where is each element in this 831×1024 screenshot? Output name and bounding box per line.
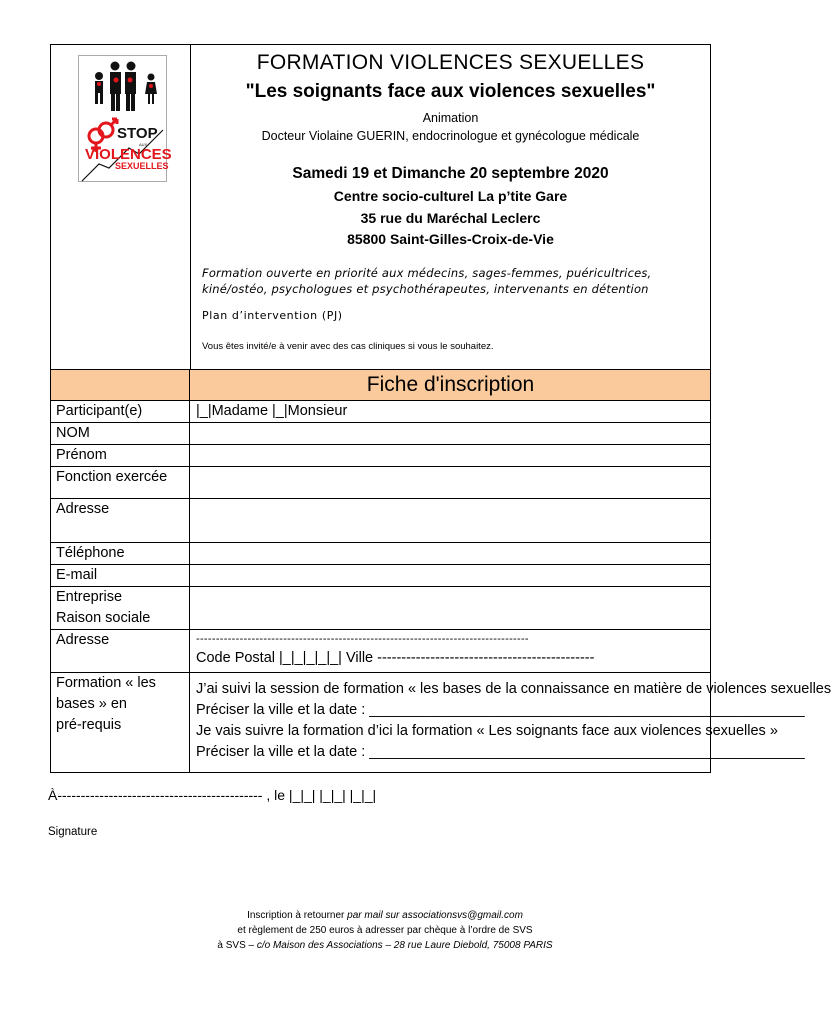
formation-field (191, 673, 831, 772)
entreprise-field[interactable] (191, 587, 710, 629)
raison-sociale-label-line: Raison sociale (56, 610, 151, 626)
form-header (51, 45, 710, 369)
plan-text: Plan d’intervention (PJ) (202, 309, 343, 322)
formation-label-line-2: bases » en (56, 696, 127, 712)
fonction-field[interactable] (191, 467, 710, 498)
nom-label: NOM (51, 423, 190, 444)
telephone-field[interactable] (191, 543, 710, 564)
formation-option-suivre[interactable]: Je vais suivre la formation d’ici la formation « Les soignants face aux violences sexuelles » (196, 723, 778, 739)
doctor-line: Docteur Violaine GUERIN, endocrinologue et gynécologue médicale (261, 129, 640, 143)
footer-line-1 (0, 908, 770, 923)
footer (0, 908, 770, 953)
footer-line-3-plain: à SVS – (217, 940, 257, 951)
logo-column (51, 45, 191, 369)
fonction-label: Fonction exercée (51, 467, 190, 498)
fiche-heading: Fiche d'inscription (366, 373, 535, 396)
fonction-row (51, 466, 710, 498)
adresse-label: Adresse (51, 499, 190, 542)
adresse2-label: Adresse (51, 630, 190, 672)
email-label: E-mail (51, 565, 190, 586)
fiche-heading-left (51, 370, 190, 400)
code-postal-line[interactable]: Code Postal |_|_|_|_|_| Ville --------------------------------------------- (196, 650, 595, 666)
audience-text (202, 265, 702, 297)
animation-label: Animation (422, 111, 479, 125)
nom-field[interactable] (191, 423, 710, 444)
telephone-row (51, 542, 710, 564)
audience-line-1: Formation ouverte en priorité aux médecins, sages-femmes, puéricultrices, (202, 266, 652, 280)
prenom-label: Prénom (51, 445, 190, 466)
footer-line-3 (0, 938, 770, 953)
prenom-row (51, 444, 710, 466)
registration-form-frame (50, 44, 831, 773)
logo-sexuelles-text: SEXUELLES (115, 161, 169, 171)
formation-label (51, 673, 190, 772)
footer-address: c/o Maison des Associations – 28 rue Laure Diebold, 75008 PARIS (256, 940, 553, 951)
formation-suivre-ville-date[interactable]: Préciser la ville et la date : ______________________________________________________ (196, 744, 805, 760)
venue-city: 85800 Saint-Gilles-Croix-de-Vie (347, 231, 554, 247)
formation-option-suivi[interactable]: J’ai suivi la session de formation « les bases de la connaissance en matière de violences sexuelles (196, 681, 831, 697)
formation-row (51, 672, 831, 773)
email-row (51, 564, 710, 586)
adresse2-field[interactable] (191, 630, 710, 672)
formation-suivi-ville-date[interactable]: Préciser la ville et la date : ______________________________________________________ (196, 702, 805, 718)
prenom-field[interactable] (191, 445, 710, 466)
telephone-label: Téléphone (51, 543, 190, 564)
logo-violences-text: VIOLENCES (85, 146, 172, 163)
formation-label-line-1: Formation « les (56, 675, 156, 691)
svs-logo (78, 55, 172, 182)
venue-name: Centre socio-culturel La p’tite Gare (333, 188, 568, 204)
audience-line-2: kiné/ostéo, psychologues et psychothérapeutes, intervenants en détention (202, 282, 649, 296)
nom-row (51, 422, 710, 444)
adresse-field[interactable] (191, 499, 710, 542)
logo-stop-text: STOP (117, 125, 158, 142)
adresse-row (51, 498, 710, 542)
footer-email: par mail sur associationsvs@gmail.com (347, 910, 523, 921)
participant-choice[interactable]: |_|Madame |_|Monsieur (196, 403, 348, 419)
logo-aux-text: AUX (139, 142, 148, 147)
invite-text: Vous êtes invité/e à venir avec des cas cliniques si vous le souhaitez. (202, 341, 494, 352)
participant-label: Participant(e) (51, 401, 190, 422)
participant-row (51, 400, 710, 422)
adresse2-dashes: ------------------------------------------------------------------------------------ (196, 633, 529, 645)
footer-line-2: et règlement de 250 euros à adresser par chèque à l’ordre de SVS (237, 925, 533, 936)
header-info (191, 45, 710, 369)
adresse2-row (51, 629, 710, 672)
signature-label: Signature (48, 826, 98, 838)
svs-logo-art (79, 56, 172, 181)
formation-label-line-3: pré-requis (56, 717, 122, 733)
page-title: FORMATION VIOLENCES SEXUELLES (256, 51, 645, 74)
page-subtitle: "Les soignants face aux violences sexuelles" (245, 81, 656, 102)
entreprise-row (51, 586, 710, 629)
fiche-heading-row (51, 369, 710, 400)
email-field[interactable] (191, 565, 710, 586)
entreprise-label (51, 587, 190, 629)
event-dates: Samedi 19 et Dimanche 20 septembre 2020 (292, 165, 609, 182)
place-date-line[interactable]: À-------------------------------------------- , le |_|_| |_|_| |_|_| (48, 787, 377, 803)
footer-line-1-plain: Inscription à retourner (247, 910, 348, 921)
entreprise-label-line: Entreprise (56, 589, 123, 605)
venue-street: 35 rue du Maréchal Leclerc (360, 210, 541, 226)
